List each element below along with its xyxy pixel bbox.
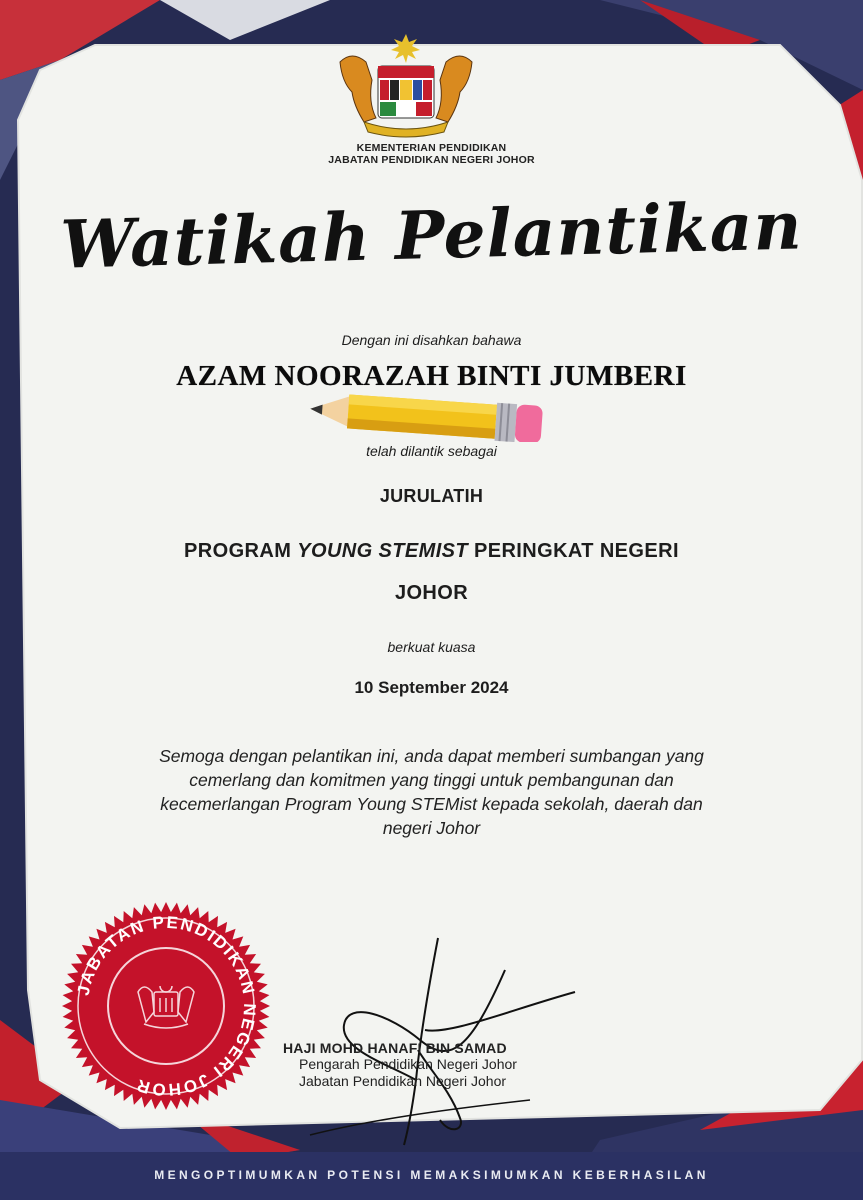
signatory-department: Jabatan Pendidikan Negeri Johor [299, 1073, 507, 1089]
signatory-block [283, 1040, 517, 1090]
certificate-title: Watikah Pelantikan [59, 186, 804, 284]
message-line: Semoga dengan pelantikan ini, anda dapat memberi sumbangan yang [159, 746, 704, 766]
message-line: negeri Johor [382, 818, 481, 838]
congratulation-message [80, 744, 783, 840]
program-prefix: PROGRAM [184, 540, 298, 562]
department-seal-icon [60, 900, 272, 1112]
program-suffix: PERINGKAT NEGERI [468, 540, 679, 562]
malaysia-coat-of-arms-icon [330, 32, 482, 140]
ministry-name: KEMENTERIAN PENDIDIKAN [356, 142, 507, 154]
program-name [0, 540, 863, 563]
seal-text: JABATAN PENDIDIKAN NEGERI JOHOR [73, 912, 260, 1100]
effective-label: berkuat kuasa [387, 639, 476, 655]
program-state: JOHOR [394, 582, 469, 604]
department-name: JABATAN PENDIDIKAN NEGERI JOHOR [328, 154, 535, 166]
signatory-name: HAJI MOHD HANAFI BIN SAMAD [283, 1040, 507, 1056]
message-line: cemerlang dan komitmen yang tinggi untuk pembangunan dan [189, 770, 674, 790]
recipient-name: AZAM NOORAZAH BINTI JUMBERI [176, 360, 687, 392]
effective-date: 10 September 2024 [354, 678, 509, 697]
message-line: kecemerlangan Program Young STEMist kepada sekolah, daerah dan [160, 794, 703, 814]
appointed-as-text: telah dilantik sebagai [366, 443, 497, 459]
signatory-position: Pengarah Pendidikan Negeri Johor [299, 1056, 517, 1072]
role-title: JURULATIH [379, 486, 484, 506]
program-italic: YOUNG STEMIST [297, 540, 469, 562]
footer-motto: MENGOPTIMUMKAN POTENSI MEMAKSIMUMKAN KEBERHASILAN [154, 1168, 709, 1182]
intro-text: Dengan ini disahkan bahawa [341, 332, 522, 348]
pencil-icon [308, 392, 548, 442]
